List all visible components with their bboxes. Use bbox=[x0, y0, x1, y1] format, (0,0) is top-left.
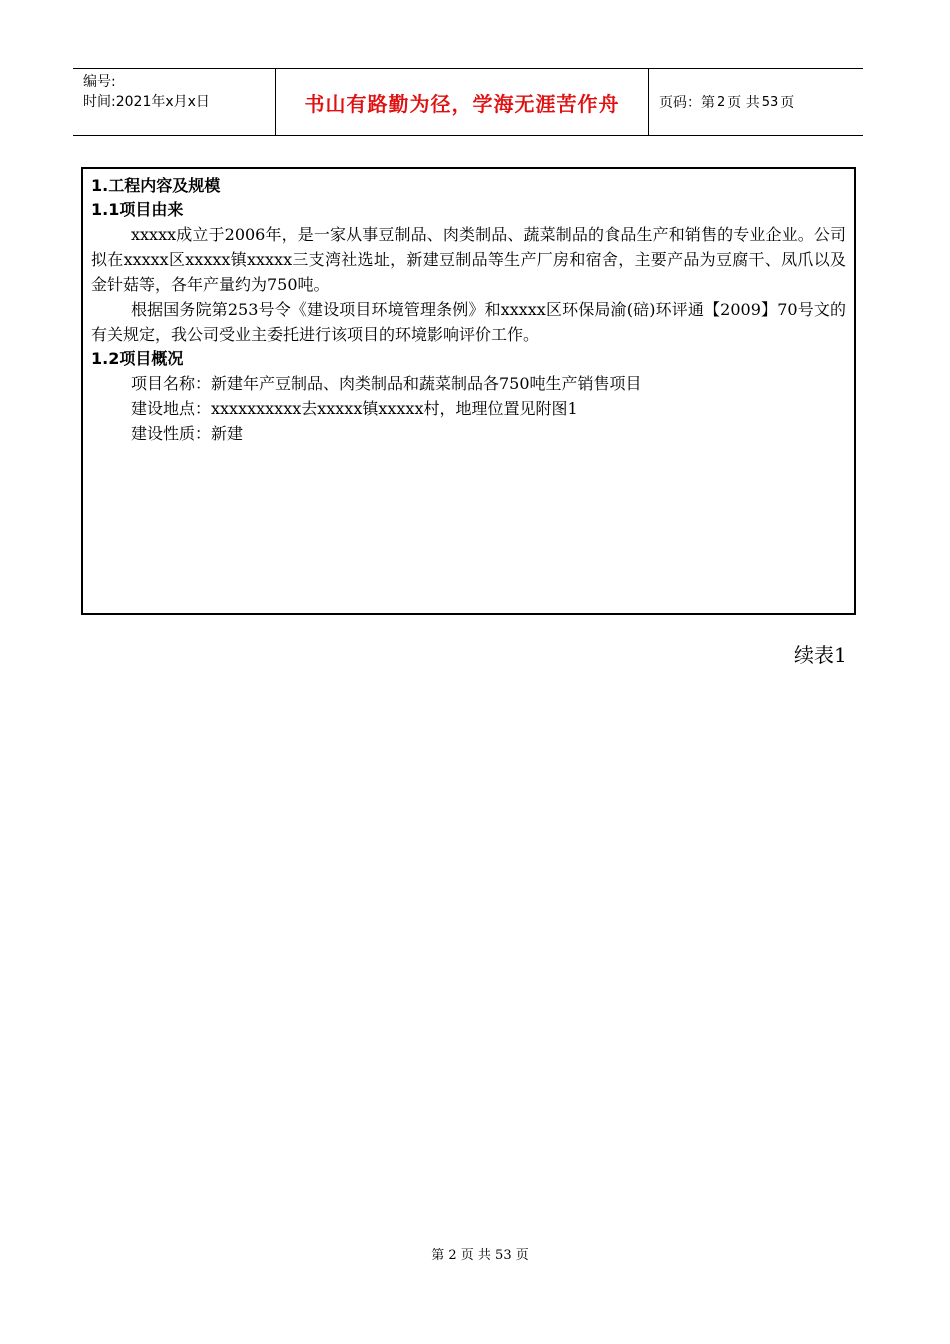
page-suffix: 页 bbox=[780, 95, 795, 111]
section-heading-1-1: 1.1项目由来 bbox=[91, 200, 184, 219]
header-meta bbox=[73, 69, 275, 135]
page-footer: 第 2 页 共 53 页 bbox=[431, 1248, 529, 1263]
continuation-label: 续表1 bbox=[794, 643, 847, 667]
content-table-cell bbox=[81, 167, 856, 615]
page-label: 页码：第 bbox=[659, 95, 715, 111]
project-nature-line: 建设性质：新建 bbox=[131, 424, 244, 443]
time-value: 2021年x月x日 bbox=[115, 94, 210, 110]
project-name-line: 项目名称：新建年产豆制品、肉类制品和蔬菜制品各750吨生产销售项目 bbox=[131, 374, 642, 393]
page-header bbox=[73, 68, 863, 136]
section-heading-1-2: 1.2项目概况 bbox=[91, 349, 184, 368]
time-line bbox=[83, 92, 275, 112]
page-current: 2 bbox=[717, 94, 726, 110]
paragraph-regulation: 根据国务院第253号令《建设项目环境管理条例》和xxxxx区环保局渝(碚)环评通【2009】70号文的有关规定，我公司受业主委托进行该项目的环境影响评价工作。 bbox=[91, 300, 846, 344]
page-mid: 页 共 bbox=[727, 95, 760, 111]
section-heading-1: 1.工程内容及规模 bbox=[91, 176, 221, 195]
time-label: 时间: bbox=[83, 94, 116, 110]
page-indicator bbox=[649, 69, 863, 135]
motto: 书山有路勤为径，学海无涯苦作舟 bbox=[275, 69, 649, 135]
page-total: 53 bbox=[761, 94, 779, 110]
paragraph-origin: xxxxx成立于2006年，是一家从事豆制品、肉类制品、蔬菜制品的食品生产和销售的专业企业。公司拟在xxxxx区xxxxx镇xxxxx三支湾社选址，新建豆制品等生产厂房和宿舍，主要产品为豆腐干、凤爪以及金针菇等，各年产量约为750吨。 bbox=[91, 225, 846, 294]
project-location-line: 建设地点：xxxxxxxxxx去xxxxx镇xxxxx村，地理位置见附图1 bbox=[131, 399, 578, 418]
number-label: 编号: bbox=[83, 74, 116, 90]
